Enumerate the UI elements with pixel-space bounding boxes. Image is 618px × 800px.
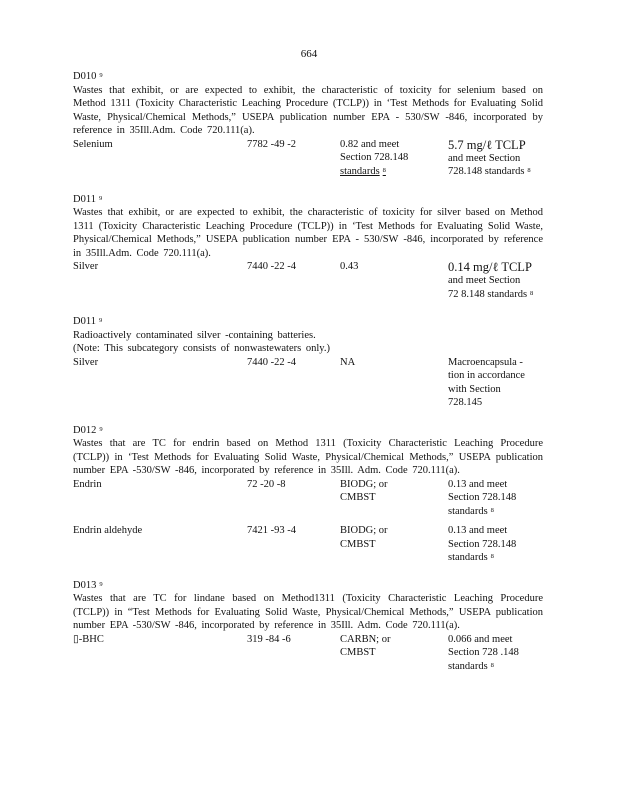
waste-code	[73, 315, 543, 329]
waste-code-section	[73, 193, 543, 302]
constituent-row	[73, 138, 543, 179]
wastewater-line: Section 728.148	[340, 152, 409, 163]
nonwastewater-standard	[448, 138, 543, 179]
footnote-marker: 8	[490, 506, 494, 514]
cas-number: 72 -20 -8	[247, 478, 286, 490]
waste-code-label: D011	[73, 193, 96, 205]
wastewater-line: CMBST	[340, 538, 376, 550]
wastewater-standard	[340, 260, 448, 274]
waste-code	[73, 70, 543, 84]
footnote-marker: 9	[99, 425, 103, 433]
nonwastewater-line: 728.148 standards $^8$	[448, 166, 531, 177]
wastewater-line: BIODG; or	[340, 525, 388, 536]
cas-number: 7782 -49 -2	[247, 138, 296, 150]
footnote-marker: 8	[490, 553, 494, 560]
footnote-marker: 9	[98, 317, 103, 324]
waste-code-label: D010	[73, 71, 97, 82]
waste-code-section	[73, 579, 543, 674]
nonwastewater-line: and meet Section	[448, 275, 521, 286]
waste-code	[73, 424, 543, 438]
wastewater-line: CMBST	[340, 647, 376, 658]
waste-code-label: D011	[73, 316, 96, 327]
constituent-name: Silver	[73, 356, 99, 368]
nonwastewater-line: and meet Section	[448, 152, 521, 164]
waste-description: Wastes that exhibit, or are expected to exhibit, the characteristic of toxicity for selenium based on Method 1311 (Toxicity Characteristic Leaching Procedure (TCLP)) in ‘Test Methods for Evaluating Solid Waste, Physical/Chemical Methods,” USEPA publication number EPA - 530/SW -846, incorporated by reference in 35Ill.Adm. Code 720.111(a).	[73, 84, 543, 136]
nonwastewater-standard	[448, 356, 543, 410]
page-number: 664	[300, 48, 318, 60]
nonwastewater-line: 0.14 mg/ℓ TCLP	[448, 260, 532, 274]
constituent-name: ▯-BHC	[73, 633, 104, 645]
waste-description: Wastes that are TC for lindane based on Method1311 (Toxicity Characteristic Leaching Procedure (TCLP)) in “Test Methods for Evaluating Solid Waste, Physical/Chemical Methods,” USEPA publication number EPA -530/SW -846, incorporated by reference in 35Ill. Adm. Code 720.111(a).	[73, 593, 543, 631]
nonwastewater-line: Section 728 .148	[448, 647, 519, 658]
constituent-row	[73, 633, 543, 674]
nonwastewater-line: standards $^8$	[448, 660, 494, 672]
cas-number: 7421 -93 -4	[247, 525, 296, 536]
footnote-marker: 9	[99, 580, 103, 588]
nonwastewater-line: 5.7 mg/ℓ TCLP	[448, 137, 526, 152]
nonwastewater-standard	[448, 524, 543, 565]
cas-number: 319 -84 -6	[247, 633, 291, 645]
waste-code-section	[73, 70, 543, 179]
wastewater-line: standards $^8$	[340, 165, 386, 177]
waste-code-label: D012	[73, 424, 97, 436]
waste-code-label: D013	[73, 579, 97, 591]
nonwastewater-standard	[448, 478, 543, 519]
cas-number: 7440 -22 -4	[247, 356, 296, 368]
waste-code	[73, 193, 543, 207]
wastewater-standard	[340, 524, 448, 551]
constituent-row	[73, 478, 543, 519]
constituent-name: Silver	[73, 261, 99, 272]
waste-description: Radioactively contaminated silver -containing batteries.	[73, 329, 316, 341]
waste-note: (Note: This subcategory consists of nonwastewaters only.)	[73, 343, 330, 354]
wastewater-line: 0.82 and meet	[340, 138, 400, 150]
nonwastewater-line: Macroencapsula -	[448, 356, 523, 368]
footnote-marker: 8	[382, 166, 386, 174]
waste-code	[73, 579, 543, 593]
wastewater-line: BIODG; or	[340, 478, 388, 490]
nonwastewater-line: Section 728.148	[448, 538, 517, 550]
wastewater-line: NA	[340, 356, 356, 368]
nonwastewater-line: 0.13 and meet	[448, 478, 508, 490]
nonwastewater-line: standards $^8$	[448, 552, 494, 563]
nonwastewater-line: 72 8.148 standards $^8$	[448, 288, 534, 300]
footnote-marker: 8	[490, 661, 494, 669]
cas-number: 7440 -22 -4	[247, 261, 296, 272]
nonwastewater-standard	[448, 260, 543, 301]
document-body	[73, 70, 543, 687]
footnote-marker: 8	[527, 167, 531, 174]
waste-description: Wastes that are TC for endrin based on Method 1311 (Toxicity Characteristic Leaching Procedure (TCLP)) in ‘Test Methods for Evaluating Solid Waste, Physical/Chemical Methods,” USEPA publication number EPA -530/SW -846, incorporated by reference in 35Ill. Adm. Code 720.111(a).	[73, 438, 543, 476]
wastewater-line: CMBST	[340, 492, 376, 503]
wastewater-line: 0.43	[340, 261, 359, 272]
nonwastewater-line: tion in accordance	[448, 370, 525, 381]
nonwastewater-line: 0.066 and meet	[448, 633, 513, 645]
nonwastewater-line: standards $^8$	[448, 505, 494, 517]
nonwastewater-line: Section 728.148	[448, 492, 517, 503]
constituent-row	[73, 524, 543, 565]
waste-description: Wastes that exhibit, or are expected to exhibit, the characteristic of toxicity for silver based on Method 1311 (Toxicity Characteristic Leaching Procedure (TCLP)) in ‘Test Methods for Evaluating Solid Waste, Physical/Chemical Methods,” USEPA publication number EPA - 530/SW -846, incorporated by reference in 35Ill.Adm. Code 720.111(a).	[73, 207, 543, 259]
nonwastewater-standard	[448, 633, 543, 674]
nonwastewater-line: with Section	[448, 383, 501, 395]
waste-code-section	[73, 315, 543, 410]
nonwastewater-line: 0.13 and meet	[448, 525, 508, 536]
wastewater-standard	[340, 633, 448, 660]
footnote-marker: 9	[98, 194, 103, 202]
constituent-row	[73, 260, 543, 301]
constituent-row	[73, 356, 543, 410]
wastewater-line: CARBN; or	[340, 633, 391, 645]
nonwastewater-line: 728.145	[448, 397, 483, 408]
wastewater-standard	[340, 478, 448, 505]
footnote-marker: 9	[99, 72, 103, 79]
waste-code-section	[73, 424, 543, 565]
constituent-name: Selenium	[73, 138, 113, 150]
wastewater-standard	[340, 138, 448, 179]
wastewater-standard	[340, 356, 448, 370]
constituent-name: Endrin aldehyde	[73, 525, 143, 536]
constituent-name: Endrin	[73, 478, 102, 490]
footnote-marker: 8	[530, 289, 534, 297]
